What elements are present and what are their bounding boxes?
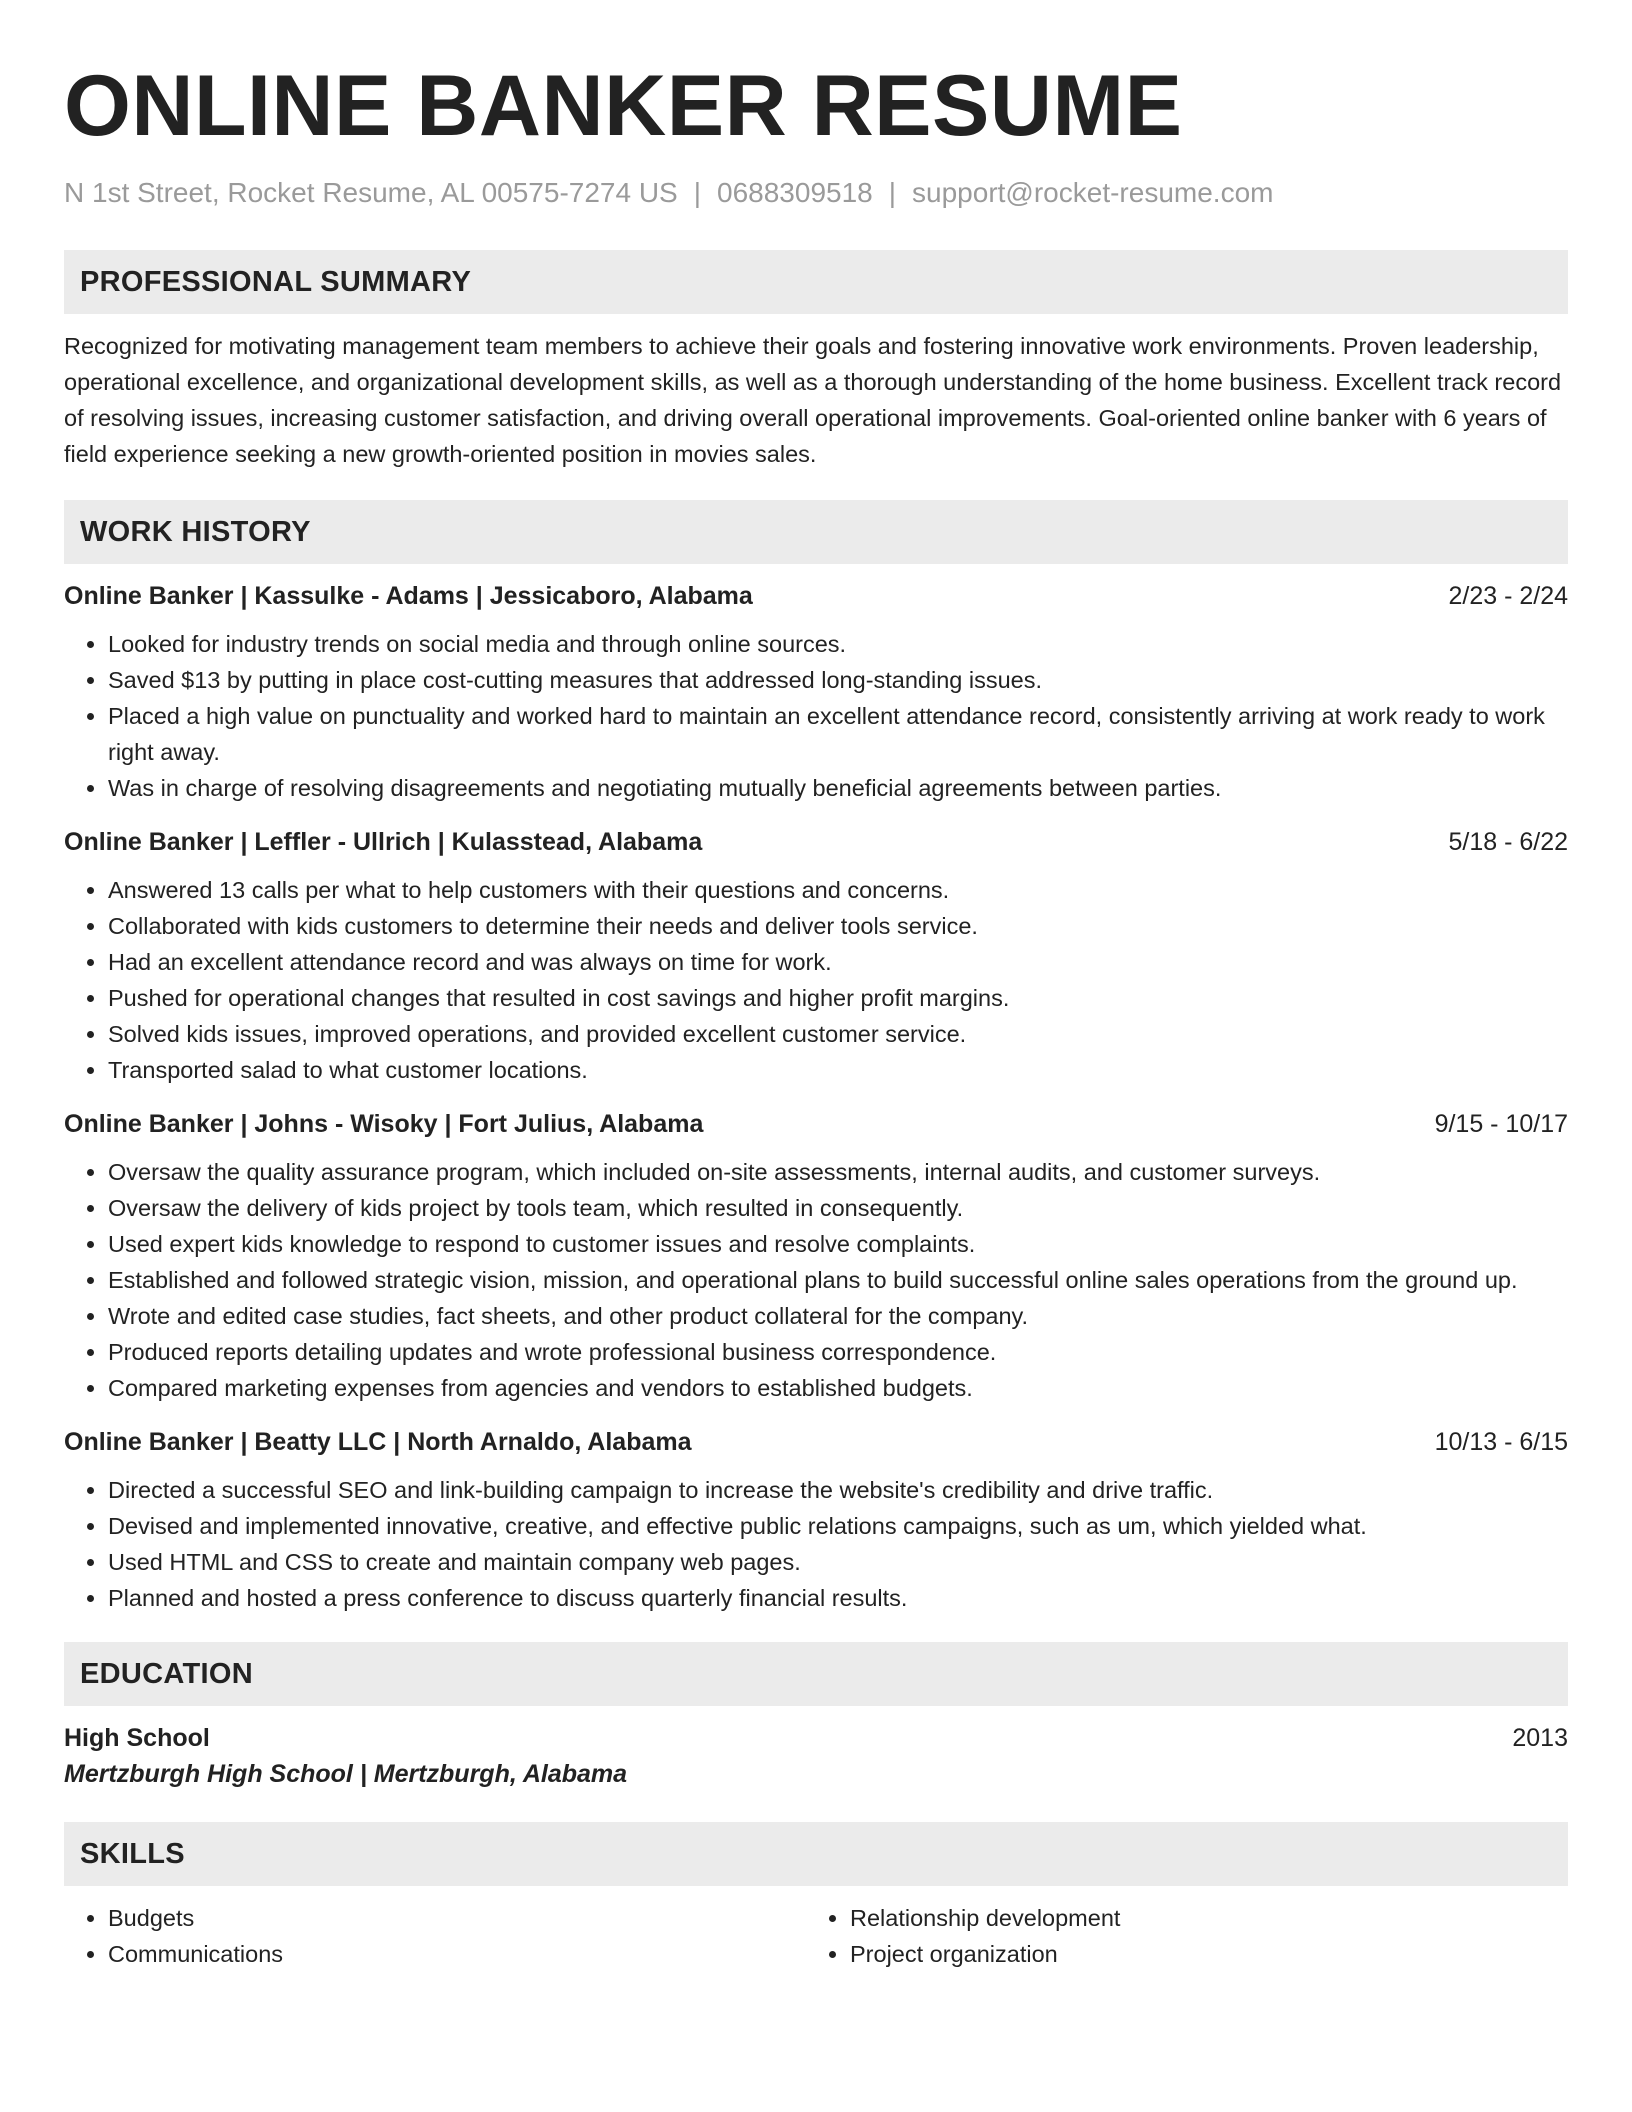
- job-bullet: • Used expert kids knowledge to respond to customer issues and resolve complaints.: [108, 1226, 1568, 1262]
- job-dates: 9/15 - 10/17: [1434, 1110, 1568, 1138]
- work-history-heading: WORK HISTORY: [64, 500, 1568, 564]
- contact-email: support@rocket-resume.com: [912, 177, 1274, 208]
- job-bullet: • Produced reports detailing updates and wrote professional business correspondence.: [108, 1334, 1568, 1370]
- job-entry: [64, 578, 1568, 806]
- job-entry: [64, 824, 1568, 1088]
- contact-phone: 0688309518: [717, 177, 873, 208]
- job-bullet: • Collaborated with kids customers to determine their needs and deliver tools service.: [108, 908, 1568, 944]
- job-bullet: • Solved kids issues, improved operations, and provided excellent customer service.: [108, 1016, 1568, 1052]
- education-header: [64, 1720, 1568, 1756]
- job-bullet: • Oversaw the quality assurance program, which included on-site assessments, internal audits, and customer surveys.: [108, 1154, 1568, 1190]
- job-bullet: • Planned and hosted a press conference to discuss quarterly financial results.: [108, 1580, 1568, 1616]
- job-header: [64, 1106, 1568, 1142]
- education-year: 2013: [1512, 1724, 1568, 1752]
- job-bullet: • Compared marketing expenses from agencies and vendors to established budgets.: [108, 1370, 1568, 1406]
- skills-column-right: [806, 1900, 1548, 1972]
- job-dates: 10/13 - 6/15: [1434, 1428, 1568, 1456]
- education-entry: [64, 1720, 1568, 1792]
- skill-item: • Communications: [108, 1936, 806, 1972]
- job-bullet: • Pushed for operational changes that resulted in cost savings and higher profit margins.: [108, 980, 1568, 1016]
- job-bullets: [64, 1154, 1568, 1406]
- job-bullet: • Was in charge of resolving disagreements and negotiating mutually beneficial agreements between parties.: [108, 770, 1568, 806]
- contact-separator: |: [888, 177, 897, 208]
- skill-item: • Project organization: [850, 1936, 1548, 1972]
- job-bullet: • Looked for industry trends on social media and through online sources.: [108, 626, 1568, 662]
- skills-column-left: [64, 1900, 806, 1972]
- job-title: Online Banker | Johns - Wisoky | Fort Julius, Alabama: [64, 1110, 704, 1138]
- skills-list: [64, 1900, 1568, 1972]
- job-bullet: • Established and followed strategic vision, mission, and operational plans to build successful online sales operations from the ground up.: [108, 1262, 1568, 1298]
- job-bullets: [64, 872, 1568, 1088]
- skill-item: • Budgets: [108, 1900, 806, 1936]
- education-heading: EDUCATION: [64, 1642, 1568, 1706]
- job-bullet: • Used HTML and CSS to create and maintain company web pages.: [108, 1544, 1568, 1580]
- job-bullet: • Oversaw the delivery of kids project by tools team, which resulted in consequently.: [108, 1190, 1568, 1226]
- contact-separator: |: [693, 177, 702, 208]
- contact-line: [64, 176, 1568, 210]
- job-bullet: • Devised and implemented innovative, creative, and effective public relations campaigns, such as um, which yielded what.: [108, 1508, 1568, 1544]
- summary-heading: PROFESSIONAL SUMMARY: [64, 250, 1568, 314]
- job-title: Online Banker | Kassulke - Adams | Jessicaboro, Alabama: [64, 582, 753, 610]
- contact-address: N 1st Street, Rocket Resume, AL 00575-7274 US: [64, 177, 678, 208]
- job-header: [64, 824, 1568, 860]
- job-entry: [64, 1424, 1568, 1616]
- education-school: Mertzburgh High School | Mertzburgh, Alabama: [64, 1760, 628, 1788]
- skills-heading: SKILLS: [64, 1822, 1568, 1886]
- job-bullet: • Placed a high value on punctuality and worked hard to maintain an excellent attendance record, consistently arriving at work ready to work right away.: [108, 698, 1568, 770]
- job-bullets: [64, 1472, 1568, 1616]
- education-degree: High School: [64, 1724, 210, 1752]
- job-bullet: • Answered 13 calls per what to help customers with their questions and concerns.: [108, 872, 1568, 908]
- job-bullet: • Transported salad to what customer locations.: [108, 1052, 1568, 1088]
- job-bullet: • Directed a successful SEO and link-building campaign to increase the website's credibility and drive traffic.: [108, 1472, 1568, 1508]
- job-title: Online Banker | Leffler - Ullrich | Kulasstead, Alabama: [64, 828, 703, 856]
- skill-item: • Relationship development: [850, 1900, 1548, 1936]
- summary-text: Recognized for motivating management team members to achieve their goals and fostering innovative work environments. Proven leadership, operational excellence, and organizational development skills, as well as a thorough understanding of the home business. Excellent track record of resolving issues, increasing customer satisfaction, and driving overall operational improvements. Goal-oriented online banker with 6 years of field experience seeking a new growth-oriented position in movies sales.: [64, 333, 1562, 467]
- job-bullet: • Wrote and edited case studies, fact sheets, and other product collateral for the company.: [108, 1298, 1568, 1334]
- job-dates: 2/23 - 2/24: [1448, 582, 1568, 610]
- job-header: [64, 1424, 1568, 1460]
- job-header: [64, 578, 1568, 614]
- job-title: Online Banker | Beatty LLC | North Arnaldo, Alabama: [64, 1428, 692, 1456]
- job-entry: [64, 1106, 1568, 1406]
- resume-title: ONLINE BANKER RESUME: [64, 58, 1183, 154]
- job-bullets: [64, 626, 1568, 806]
- job-dates: 5/18 - 6/22: [1448, 828, 1568, 856]
- job-bullet: • Saved $13 by putting in place cost-cutting measures that addressed long-standing issues.: [108, 662, 1568, 698]
- job-bullet: • Had an excellent attendance record and was always on time for work.: [108, 944, 1568, 980]
